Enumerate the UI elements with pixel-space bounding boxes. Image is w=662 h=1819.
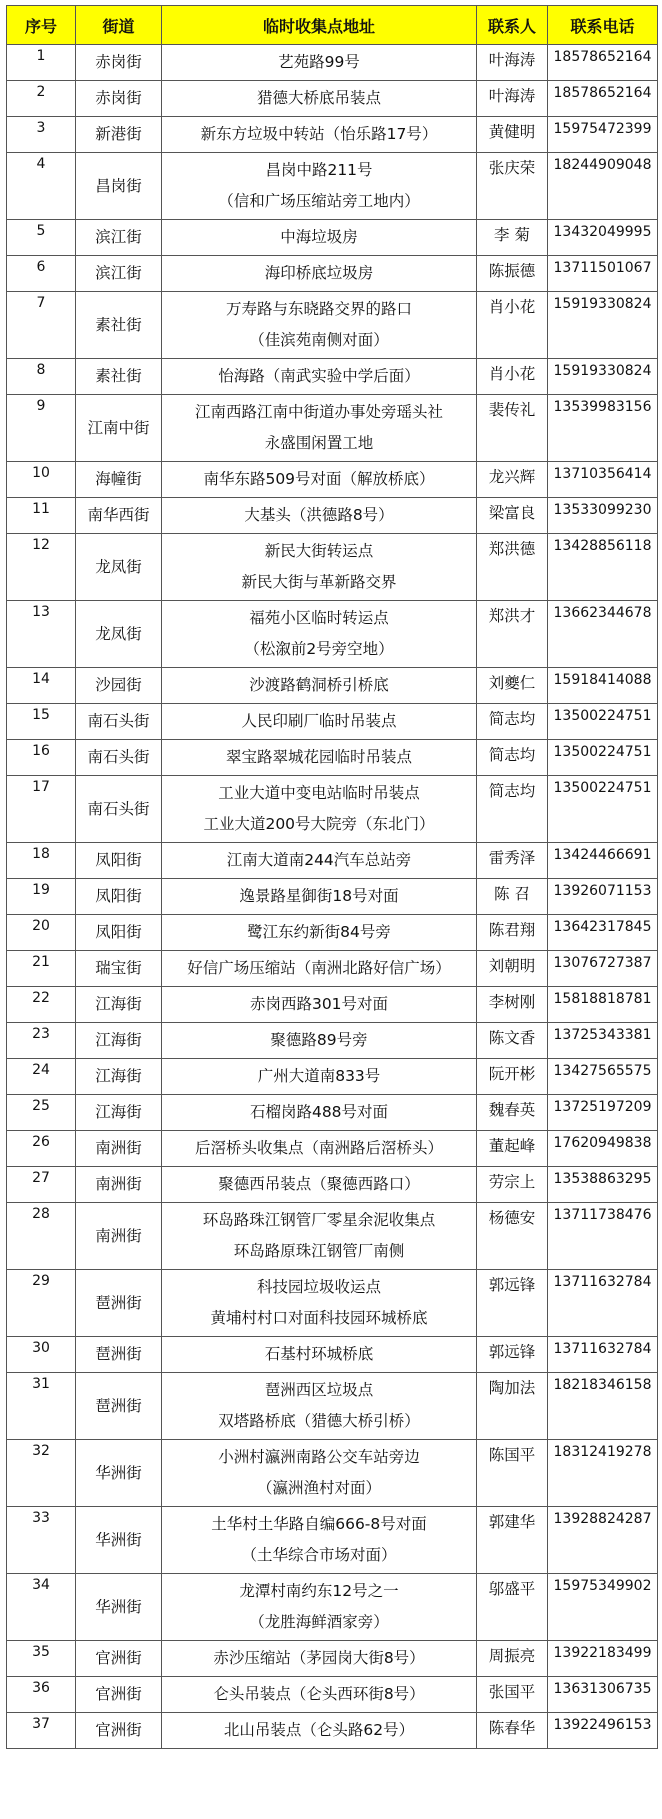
cell-street: 江海街 [76,987,162,1023]
cell-phone: 13428856118 [548,534,658,601]
address-line: 逸景路星御街18号对面 [239,887,399,905]
cell-contact: 李 菊 [477,220,548,256]
cell-street: 官洲街 [76,1713,162,1749]
cell-contact: 陈国平 [477,1440,548,1507]
cell-seq: 18 [7,843,76,879]
cell-phone: 13631306735 [548,1677,658,1713]
cell-seq: 36 [7,1677,76,1713]
address-line: 万寿路与东晓路交界的路口 [225,300,412,318]
cell-contact: 梁富良 [477,498,548,534]
cell-phone: 13538863295 [548,1167,658,1203]
address-line: 石榴岗路488号对面 [249,1103,389,1121]
cell-seq: 28 [7,1203,76,1270]
cell-phone: 13922183499 [548,1641,658,1677]
address-line: 聚德西吊装点（聚德西路口） [218,1175,420,1193]
cell-seq: 33 [7,1507,76,1574]
cell-street: 素社街 [76,359,162,395]
table-row [7,1203,658,1270]
cell-phone: 18578652164 [548,45,658,81]
cell-address [162,292,477,359]
cell-phone: 13711632784 [548,1337,658,1373]
address-line: （松溆前2号旁空地） [244,640,394,658]
cell-street: 南华西街 [76,498,162,534]
cell-address [162,359,477,395]
cell-street: 官洲街 [76,1677,162,1713]
cell-seq: 37 [7,1713,76,1749]
cell-street: 琶洲街 [76,1270,162,1337]
table-row [7,395,658,462]
cell-address [162,601,477,668]
address-line: 琶洲西区垃圾点 [264,1381,374,1399]
address-line: 福苑小区临时转运点 [249,609,389,627]
cell-phone: 15919330824 [548,359,658,395]
cell-address [162,1713,477,1749]
cell-contact: 刘朝明 [477,951,548,987]
address-line: 江南西路江南中街道办事处旁瑶头社 [194,403,443,421]
cell-phone: 18578652164 [548,81,658,117]
table-row [7,1440,658,1507]
table-row [7,534,658,601]
cell-address [162,1440,477,1507]
cell-contact: 简志均 [477,740,548,776]
table-row [7,1023,658,1059]
cell-seq: 34 [7,1574,76,1641]
cell-seq: 31 [7,1373,76,1440]
cell-seq: 27 [7,1167,76,1203]
cell-street: 素社街 [76,292,162,359]
cell-address [162,395,477,462]
collection-points-table [6,5,658,1749]
address-line: 猎德大桥底吊装点 [256,89,381,107]
address-line: 赤沙压缩站（茅园岗大街8号） [213,1649,425,1667]
cell-street: 琶洲街 [76,1337,162,1373]
table-row [7,81,658,117]
address-line: 中海垃圾房 [280,228,358,246]
cell-phone: 15818818781 [548,987,658,1023]
address-line: 永盛围闲置工地 [264,434,374,452]
cell-street: 江海街 [76,1095,162,1131]
cell-street: 南石头街 [76,776,162,843]
table-row [7,1131,658,1167]
cell-street: 官洲街 [76,1641,162,1677]
cell-contact: 陈 召 [477,879,548,915]
table-row [7,220,658,256]
cell-contact: 劳宗上 [477,1167,548,1203]
address-line: 工业大道200号大院旁（东北门） [203,815,435,833]
cell-address [162,915,477,951]
address-line: （龙胜海鲜酒家旁） [249,1613,389,1631]
cell-seq: 32 [7,1440,76,1507]
cell-address [162,1574,477,1641]
cell-phone: 13926071153 [548,879,658,915]
table-row [7,1713,658,1749]
cell-phone: 17620949838 [548,1131,658,1167]
cell-seq: 3 [7,117,76,153]
cell-contact: 周振亮 [477,1641,548,1677]
cell-seq: 30 [7,1337,76,1373]
address-line: 环岛路原珠江钢管厂南侧 [233,1242,405,1260]
address-line: 黄埔村村口对面科技园环城桥底 [210,1309,428,1327]
address-line: 龙潭村南约东12号之一 [239,1582,399,1600]
address-line: 赤岗西路301号对面 [249,995,389,1013]
header-address: 临时收集点地址 [162,6,477,45]
cell-contact: 裴传礼 [477,395,548,462]
cell-address [162,498,477,534]
cell-street: 赤岗街 [76,45,162,81]
cell-address [162,1641,477,1677]
cell-street: 华洲街 [76,1507,162,1574]
address-line: 南华东路509号对面（解放桥底） [203,470,435,488]
address-line: 工业大道中变电站临时吊装点 [218,784,420,802]
cell-street: 南洲街 [76,1203,162,1270]
cell-seq: 10 [7,462,76,498]
cell-address [162,843,477,879]
cell-street: 南洲街 [76,1167,162,1203]
cell-seq: 6 [7,256,76,292]
address-line: 新民大街与革新路交界 [241,573,397,591]
table-row [7,498,658,534]
cell-contact: 郑洪才 [477,601,548,668]
cell-street: 凤阳街 [76,915,162,951]
cell-address [162,879,477,915]
cell-street: 华洲街 [76,1574,162,1641]
cell-seq: 7 [7,292,76,359]
cell-phone: 13500224751 [548,776,658,843]
cell-seq: 20 [7,915,76,951]
cell-address [162,668,477,704]
cell-contact: 郭远锋 [477,1337,548,1373]
address-line: 大基头（洪德路8号） [244,506,394,524]
table-row [7,1677,658,1713]
cell-contact: 龙兴辉 [477,462,548,498]
cell-seq: 19 [7,879,76,915]
cell-address [162,1507,477,1574]
cell-seq: 15 [7,704,76,740]
table-row [7,1507,658,1574]
address-line: 后滘桥头收集点（南洲路后滘桥头） [194,1139,443,1157]
cell-address [162,117,477,153]
header-seq: 序号 [7,6,76,45]
cell-address [162,256,477,292]
address-line: 石基村环城桥底 [264,1345,374,1363]
address-line: 海印桥底垃圾房 [264,264,374,282]
address-line: 环岛路珠江钢管厂零星余泥收集点 [202,1211,436,1229]
table-row [7,462,658,498]
table-row [7,668,658,704]
cell-phone: 13539983156 [548,395,658,462]
table-row [7,1059,658,1095]
cell-contact: 郭建华 [477,1507,548,1574]
cell-seq: 26 [7,1131,76,1167]
table-row [7,359,658,395]
cell-contact: 陈振德 [477,256,548,292]
cell-contact: 董起峰 [477,1131,548,1167]
table-row [7,879,658,915]
cell-phone: 13500224751 [548,740,658,776]
cell-contact: 魏春英 [477,1095,548,1131]
table-row [7,601,658,668]
cell-phone: 13500224751 [548,704,658,740]
table-row [7,1270,658,1337]
cell-street: 琶洲街 [76,1373,162,1440]
cell-address [162,1203,477,1270]
cell-contact: 张庆荣 [477,153,548,220]
cell-phone: 13711632784 [548,1270,658,1337]
cell-phone: 13711501067 [548,256,658,292]
cell-phone: 13642317845 [548,915,658,951]
cell-address [162,704,477,740]
address-line: 新东方垃圾中转站（怡乐路17号） [200,125,438,143]
cell-address [162,1337,477,1373]
cell-contact: 刘夔仁 [477,668,548,704]
cell-phone: 13928824287 [548,1507,658,1574]
address-line: 土华村土华路自编666-8号对面 [211,1515,427,1533]
cell-phone: 13725197209 [548,1095,658,1131]
cell-contact: 简志均 [477,776,548,843]
cell-seq: 17 [7,776,76,843]
cell-contact: 黄健明 [477,117,548,153]
address-line: 北山吊装点（仑头路62号） [223,1721,415,1739]
header-street: 街道 [76,6,162,45]
cell-seq: 13 [7,601,76,668]
cell-street: 龙凤街 [76,534,162,601]
table-row [7,1373,658,1440]
cell-seq: 23 [7,1023,76,1059]
cell-street: 海幢街 [76,462,162,498]
cell-contact: 张国平 [477,1677,548,1713]
address-line: 沙渡路鹤洞桥引桥底 [249,676,389,694]
cell-seq: 1 [7,45,76,81]
cell-address [162,534,477,601]
address-line: 新民大街转运点 [264,542,374,560]
cell-street: 昌岗街 [76,153,162,220]
table-row [7,153,658,220]
address-line: （土华综合市场对面） [241,1546,397,1564]
table-row [7,987,658,1023]
cell-seq: 8 [7,359,76,395]
cell-street: 沙园街 [76,668,162,704]
cell-contact: 叶海涛 [477,45,548,81]
address-line: 仑头吊装点（仑头西环街8号） [213,1685,425,1703]
table-row [7,292,658,359]
cell-contact: 郑洪德 [477,534,548,601]
cell-seq: 9 [7,395,76,462]
cell-contact: 肖小花 [477,292,548,359]
cell-contact: 陶加法 [477,1373,548,1440]
cell-address [162,1270,477,1337]
table-row [7,117,658,153]
cell-contact: 邬盛平 [477,1574,548,1641]
address-line: （瀛洲渔村对面） [256,1479,381,1497]
cell-seq: 5 [7,220,76,256]
cell-phone: 13710356414 [548,462,658,498]
cell-phone: 15919330824 [548,292,658,359]
table-header-row [7,6,658,45]
table-row [7,1337,658,1373]
cell-street: 华洲街 [76,1440,162,1507]
table-row [7,1167,658,1203]
address-line: 江南大道南244汽车总站旁 [226,851,412,869]
cell-contact: 叶海涛 [477,81,548,117]
address-line: 鹭江东约新街84号旁 [247,923,391,941]
cell-address [162,81,477,117]
cell-contact: 郭远锋 [477,1270,548,1337]
cell-address [162,776,477,843]
address-line: 科技园垃圾收运点 [256,1278,381,1296]
cell-street: 江南中街 [76,395,162,462]
cell-seq: 16 [7,740,76,776]
table-row [7,951,658,987]
cell-phone: 13533099230 [548,498,658,534]
cell-street: 新港街 [76,117,162,153]
cell-seq: 4 [7,153,76,220]
cell-street: 江海街 [76,1023,162,1059]
cell-street: 赤岗街 [76,81,162,117]
address-line: 广州大道南833号 [257,1067,381,1085]
cell-phone: 13427565575 [548,1059,658,1095]
cell-phone: 13725343381 [548,1023,658,1059]
table-row [7,1095,658,1131]
cell-seq: 35 [7,1641,76,1677]
cell-phone: 18218346158 [548,1373,658,1440]
cell-street: 凤阳街 [76,843,162,879]
cell-address [162,1095,477,1131]
cell-address [162,987,477,1023]
cell-address [162,1167,477,1203]
table-row [7,1641,658,1677]
cell-address [162,45,477,81]
cell-address [162,740,477,776]
table-row [7,1574,658,1641]
cell-address [162,1131,477,1167]
table-row [7,843,658,879]
address-line: 好信广场压缩站（南洲北路好信广场） [187,959,451,977]
cell-contact: 陈春华 [477,1713,548,1749]
cell-address [162,1059,477,1095]
table-row [7,740,658,776]
cell-address [162,153,477,220]
cell-street: 龙凤街 [76,601,162,668]
cell-contact: 阮开彬 [477,1059,548,1095]
cell-contact: 肖小花 [477,359,548,395]
table-row [7,704,658,740]
cell-contact: 杨德安 [477,1203,548,1270]
cell-address [162,951,477,987]
cell-address [162,1677,477,1713]
cell-seq: 24 [7,1059,76,1095]
cell-phone: 15975349902 [548,1574,658,1641]
cell-address [162,1023,477,1059]
address-line: 聚德路89号旁 [270,1031,368,1049]
cell-street: 南石头街 [76,704,162,740]
cell-phone: 13432049995 [548,220,658,256]
cell-phone: 15918414088 [548,668,658,704]
cell-contact: 李树刚 [477,987,548,1023]
table-row [7,915,658,951]
table-row [7,776,658,843]
address-line: 翠宝路翠城花园临时吊装点 [225,748,412,766]
cell-address [162,462,477,498]
cell-seq: 12 [7,534,76,601]
address-line: （信和广场压缩站旁工地内） [218,192,420,210]
cell-address [162,1373,477,1440]
cell-seq: 11 [7,498,76,534]
address-line: （佳滨苑南侧对面） [249,331,389,349]
cell-seq: 2 [7,81,76,117]
cell-phone: 13076727387 [548,951,658,987]
cell-street: 凤阳街 [76,879,162,915]
cell-street: 南石头街 [76,740,162,776]
header-contact: 联系人 [477,6,548,45]
address-line: 艺苑路99号 [278,53,360,71]
address-line: 小洲村瀛洲南路公交车站旁边 [218,1448,420,1466]
cell-contact: 陈文香 [477,1023,548,1059]
cell-phone: 13424466691 [548,843,658,879]
cell-street: 南洲街 [76,1131,162,1167]
address-line: 人民印刷厂临时吊装点 [241,712,397,730]
cell-seq: 29 [7,1270,76,1337]
cell-contact: 简志均 [477,704,548,740]
cell-street: 江海街 [76,1059,162,1095]
cell-street: 滨江街 [76,220,162,256]
cell-phone: 13922496153 [548,1713,658,1749]
cell-seq: 14 [7,668,76,704]
cell-phone: 15975472399 [548,117,658,153]
cell-phone: 13711738476 [548,1203,658,1270]
cell-phone: 13662344678 [548,601,658,668]
address-line: 昌岗中路211号 [265,161,373,179]
cell-contact: 陈君翔 [477,915,548,951]
table-row [7,45,658,81]
table-row [7,256,658,292]
cell-street: 滨江街 [76,256,162,292]
cell-phone: 18244909048 [548,153,658,220]
header-phone: 联系电话 [548,6,658,45]
cell-contact: 雷秀泽 [477,843,548,879]
cell-seq: 25 [7,1095,76,1131]
address-line: 双塔路桥底（猎德大桥引桥） [218,1412,420,1430]
address-line: 怡海路（南武实验中学后面） [218,367,420,385]
cell-address [162,220,477,256]
cell-phone: 18312419278 [548,1440,658,1507]
cell-seq: 22 [7,987,76,1023]
table-body [7,45,658,1749]
cell-seq: 21 [7,951,76,987]
cell-street: 瑞宝街 [76,951,162,987]
